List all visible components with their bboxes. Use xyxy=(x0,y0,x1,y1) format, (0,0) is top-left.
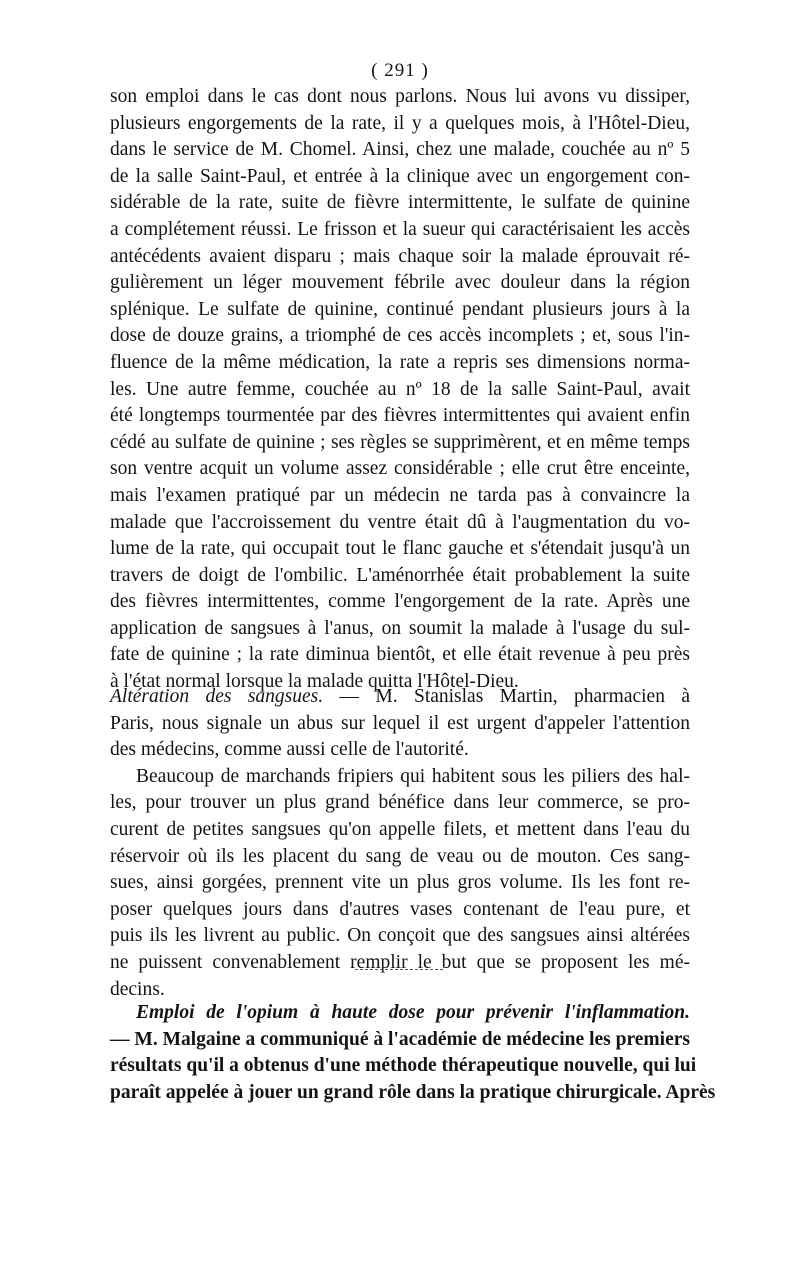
text-line: des médecins, comme aussi celle de l'autorité. xyxy=(110,739,469,761)
text-line: dose de douze grains, a triomphé de ces accès incomplets ; et, sous l'in- xyxy=(110,325,690,347)
text-line: antécédents avaient disparu ; mais chaque soir la malade éprouvait ré- xyxy=(110,245,690,267)
text-line: Beaucoup de marchands fripiers qui habitent sous les piliers des hal- xyxy=(136,765,690,787)
text-line: été longtemps tourmentée par des fièvres intermittentes qui avaient enfin xyxy=(110,405,690,427)
text-line: poser quelques jours dans d'autres vases contenant de l'eau pure, et xyxy=(110,898,690,920)
text-line: splénique. Le sulfate de quinine, continué pendant plusieurs jours à la xyxy=(110,298,690,320)
text-line: travers de doigt de l'ombilic. L'aménorrhée était probablement la suite xyxy=(110,564,690,586)
section-opium xyxy=(110,1000,716,1106)
text-line: réservoir où ils les placent du sang de veau ou de mouton. Ces sang- xyxy=(110,845,690,867)
text-line: de la salle Saint-Paul, et entrée à la clinique avec un engorgement con- xyxy=(110,165,690,187)
text-line: son ventre acquit un volume assez considérable ; elle crut être enceinte, xyxy=(110,458,690,480)
text-line: mais l'examen pratiqué par un médecin ne tarda pas à convaincre la xyxy=(110,484,690,506)
text-line: fluence de la même médication, la rate a repris ses dimensions norma- xyxy=(110,351,690,373)
page-number: ( 291 ) xyxy=(371,60,429,81)
text-line: lume de la rate, qui occupait tout le flanc gauche et s'étendait jusqu'à un xyxy=(110,538,690,560)
text-line: cédé au sulfate de quinine ; ses règles se supprimèrent, et en même temps xyxy=(110,431,690,453)
text-line: sidérable de la rate, suite de fièvre intermittente, le sulfate de quinine xyxy=(110,192,690,214)
section-separator xyxy=(355,969,443,970)
text-line: curent de petites sangsues qu'on appelle filets, et mettent dans l'eau du xyxy=(110,818,690,840)
text-line: gulièrement un léger mouvement fébrile avec douleur dans la région xyxy=(110,272,690,294)
text-line: les, pour trouver un plus grand bénéfice dans leur commerce, se pro- xyxy=(110,792,690,814)
text-line: — M. Malgaine a communiqué à l'académie de médecine les premiers xyxy=(110,1028,690,1050)
text-line xyxy=(110,684,690,711)
section-title xyxy=(110,1000,690,1027)
text-run: — M. Stanislas Martin, pharmacien à xyxy=(323,686,690,707)
text-line: malade que l'accroissement du ventre était dû à l'augmentation du vo- xyxy=(110,511,690,533)
text-line: application de sangsues à l'anus, on soumit la malade à l'usage du sul- xyxy=(110,617,690,639)
text-line: à l'état normal lorsque la malade quitta l'Hôtel-Dieu. xyxy=(110,671,519,693)
text-line: paraît appelée à jouer un grand rôle dans la pratique chirurgicale. Après xyxy=(110,1081,716,1103)
text-line: a complétement réussi. Le frisson et la sueur qui caractérisaient les accès xyxy=(110,218,690,240)
text-line: decins. xyxy=(110,978,165,1000)
text-line: dans le service de M. Chomel. Ainsi, chez une malade, couchée au nº 5 xyxy=(110,139,690,161)
text-line: plusieurs engorgements de la rate, il y a quelques mois, à l'Hôtel-Dieu, xyxy=(110,112,690,134)
text-line: son emploi dans le cas dont nous parlons. Nous lui avons vu dissiper, xyxy=(110,86,690,107)
text-line: des fièvres intermittentes, comme l'engorgement de la rate. Après une xyxy=(110,591,690,613)
text-line: résultats qu'il a obtenus d'une méthode thérapeutique nouvelle, qui lui xyxy=(110,1055,697,1077)
text-line: Paris, nous signale un abus sur lequel il est urgent d'appeler l'attention xyxy=(110,712,690,734)
section-leech-alteration xyxy=(110,684,690,1003)
section-title-text: Emploi de l'opium à haute dose pour prévenir l'inflammation. xyxy=(136,1002,690,1023)
text-line: puis ils les livrent au public. On conçoit que des sangsues ainsi altérées xyxy=(110,925,690,947)
text-line: ne puissent convenablement remplir le but que se proposent les mé- xyxy=(110,951,690,973)
paragraph-rate-engorgement xyxy=(110,84,690,696)
section-title: Altération des sangsues. xyxy=(110,686,324,707)
text-line: sues, ainsi gorgées, prennent vite un plus gros volume. Ils les font re- xyxy=(110,872,690,894)
text-line: fate de quinine ; la rate diminua bientôt, et elle était revenue à peu près xyxy=(110,644,690,666)
text-line: les. Une autre femme, couchée au nº 18 de la salle Saint-Paul, avait xyxy=(110,378,690,400)
